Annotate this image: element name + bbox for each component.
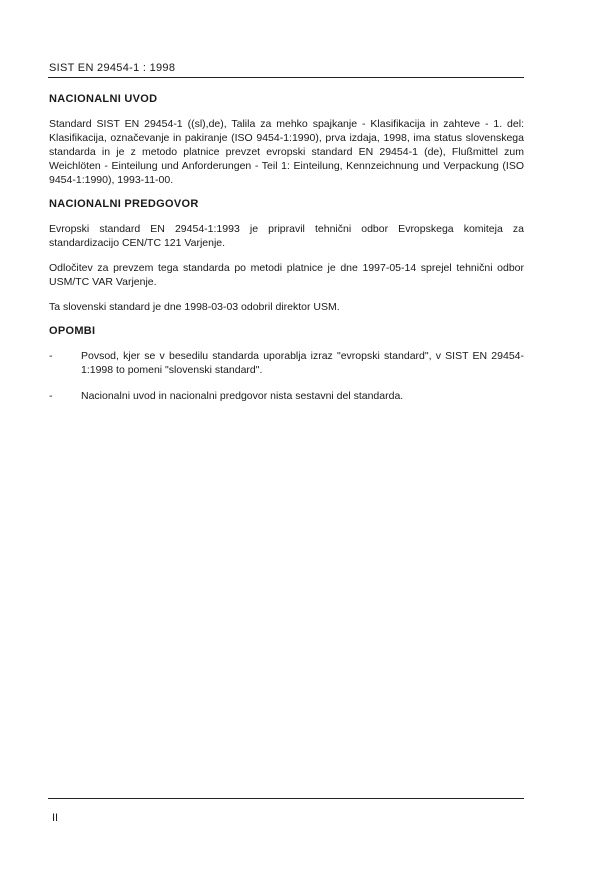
section-nacionalni-predgovor (49, 198, 524, 314)
bullet-dash: - (49, 350, 53, 362)
paragraph: Odločitev za prevzem tega standarda po metodi platnice je dne 1997-05-14 sprejel tehnični odbor USM/TC VAR Varjenje. (49, 262, 524, 288)
paragraph: Evropski standard EN 29454-1:1993 je pripravil tehnični odbor Evropskega komiteja za standardizacijo CEN/TC 121 Varjenje. (49, 223, 524, 249)
section-nacionalni-uvod (49, 93, 524, 187)
paragraph: Standard SIST EN 29454-1 ((sl),de), Talila za mehko spajkanje - Klasifikacija in zahteve - 1. del: Klasifikacija, označevanje in pakiranje (ISO 9454-1:1990), prva izdaja, 1998, ima status slovenskega standarda in je z metodo platnice prevzet evropski standard EN 29454-1 (de), Flußmittel zum Weichlöten - Einteilung und Anforderungen - Teil 1: Einteilung, Kennzeichnung und Verpackung (ISO 9454-1:1990), 1993-11-00. (49, 118, 524, 186)
bullet-dash: - (49, 390, 53, 402)
paragraph: Ta slovenski standard je dne 1998-03-03 odobril direktor USM. (49, 301, 340, 313)
section-opombi (49, 325, 524, 403)
section-heading: NACIONALNI PREDGOVOR (49, 198, 199, 210)
list-item (49, 349, 524, 377)
header-divider (48, 77, 524, 78)
section-heading: OPOMBI (49, 325, 96, 337)
note-text: Povsod, kjer se v besedilu standarda uporablja izraz "evropski standard", v SIST EN 29454-1:1998 to pomeni "slovenski standard". (81, 350, 524, 376)
section-heading: NACIONALNI UVOD (49, 93, 158, 105)
page-content (49, 93, 524, 415)
notes-list (49, 349, 524, 403)
footer-divider (48, 798, 524, 799)
standard-reference: SIST EN 29454-1 : 1998 (49, 62, 176, 74)
note-text: Nacionalni uvod in nacionalni predgovor nista sestavni del standarda. (81, 390, 404, 402)
list-item (49, 389, 524, 403)
page-number: II (52, 812, 59, 824)
